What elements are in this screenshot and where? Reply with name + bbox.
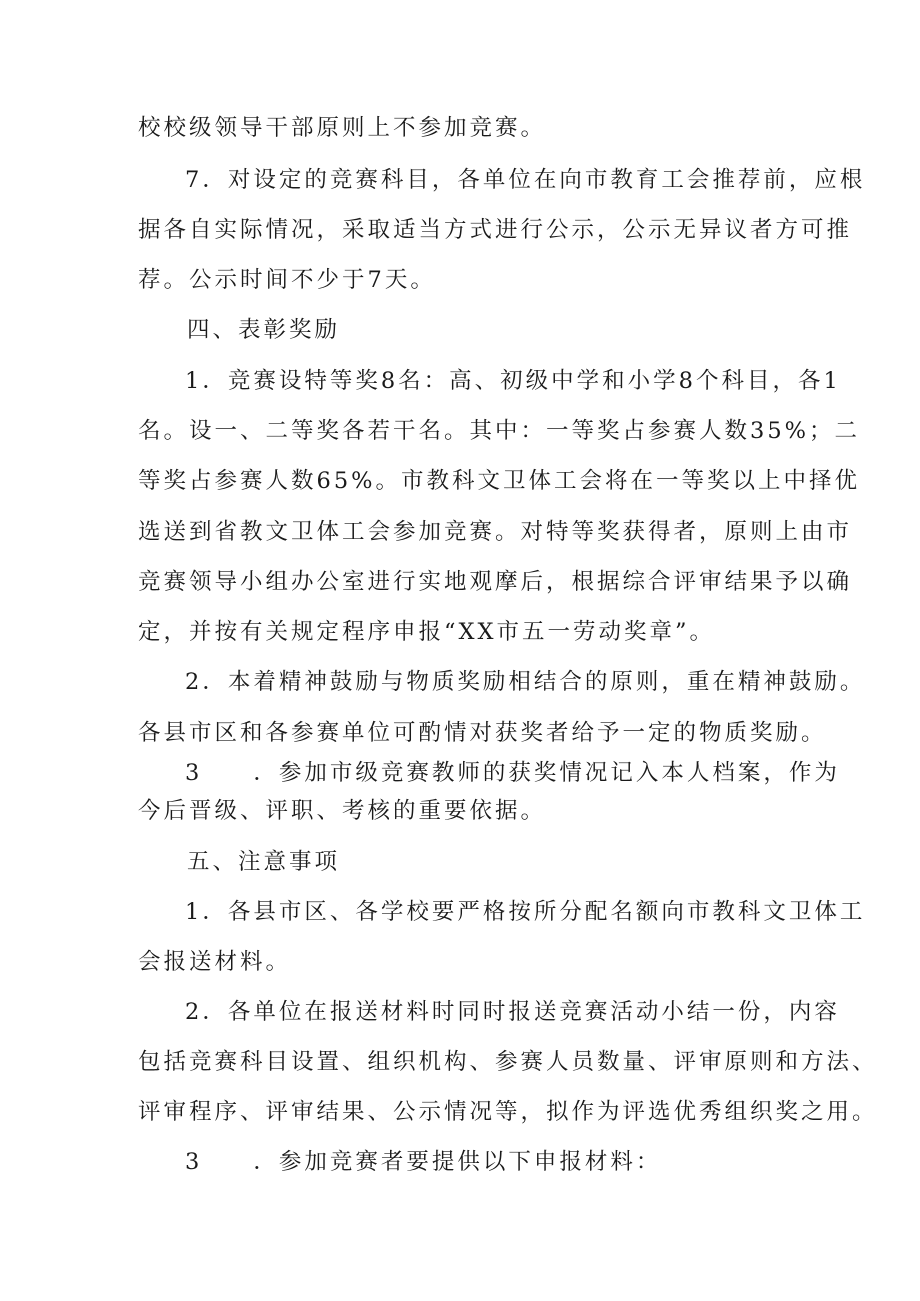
text-line: 今后晋级、评职、考核的重要依据。	[138, 798, 547, 824]
text-line: 3 ．参加竞赛者要提供以下申报材料：	[185, 1149, 662, 1175]
section-heading: 五、注意事项	[187, 849, 341, 875]
section-heading: 四、表彰奖励	[187, 317, 341, 343]
text-line: 校校级领导干部原则上不参加竞赛。	[138, 115, 547, 141]
text-line: 定，并按有关规定程序申报“XX市五一劳动奖章”。	[138, 619, 716, 645]
text-line: 会报送材料。	[138, 949, 292, 975]
text-line: 各县市区和各参赛单位可酌情对获奖者给予一定的物质奖励。	[138, 720, 827, 746]
text-line: 3 ．参加市级竞赛教师的获奖情况记入本人档案，作为	[185, 760, 840, 786]
text-line: 1．竞赛设特等奖8名：高、初级中学和小学8个科目，各1	[185, 368, 841, 394]
text-line: 1．各县市区、各学校要严格按所分配名额向市教科文卫体工	[185, 899, 866, 925]
text-line: 包括竞赛科目设置、组织机构、参赛人员数量、评审原则和方法、	[138, 1049, 878, 1075]
text-line: 荐。公示时间不少于7天。	[138, 267, 436, 293]
text-line: 评审程序、评审结果、公示情况等，拟作为评选优秀组织奖之用。	[138, 1099, 878, 1125]
text-line: 2．各单位在报送材料时同时报送竞赛活动小结一份，内容	[185, 999, 840, 1025]
text-line: 据各自实际情况，采取适当方式进行公示，公示无异议者方可推	[138, 217, 853, 243]
text-line: 2．本着精神鼓励与物质奖励相结合的原则，重在精神鼓励。	[185, 669, 866, 695]
text-line: 等奖占参赛人数65%。市教科文卫体工会将在一等奖以上中择优	[138, 468, 861, 494]
text-line: 选送到省教文卫体工会参加竞赛。对特等奖获得者，原则上由市	[138, 519, 853, 545]
text-line: 名。设一、二等奖各若干名。其中：一等奖占参赛人数35%；二	[138, 418, 861, 444]
text-line: 竞赛领导小组办公室进行实地观摩后，根据综合评审结果予以确	[138, 569, 853, 595]
text-line: 7．对设定的竞赛科目，各单位在向市教育工会推荐前，应根	[185, 167, 866, 193]
